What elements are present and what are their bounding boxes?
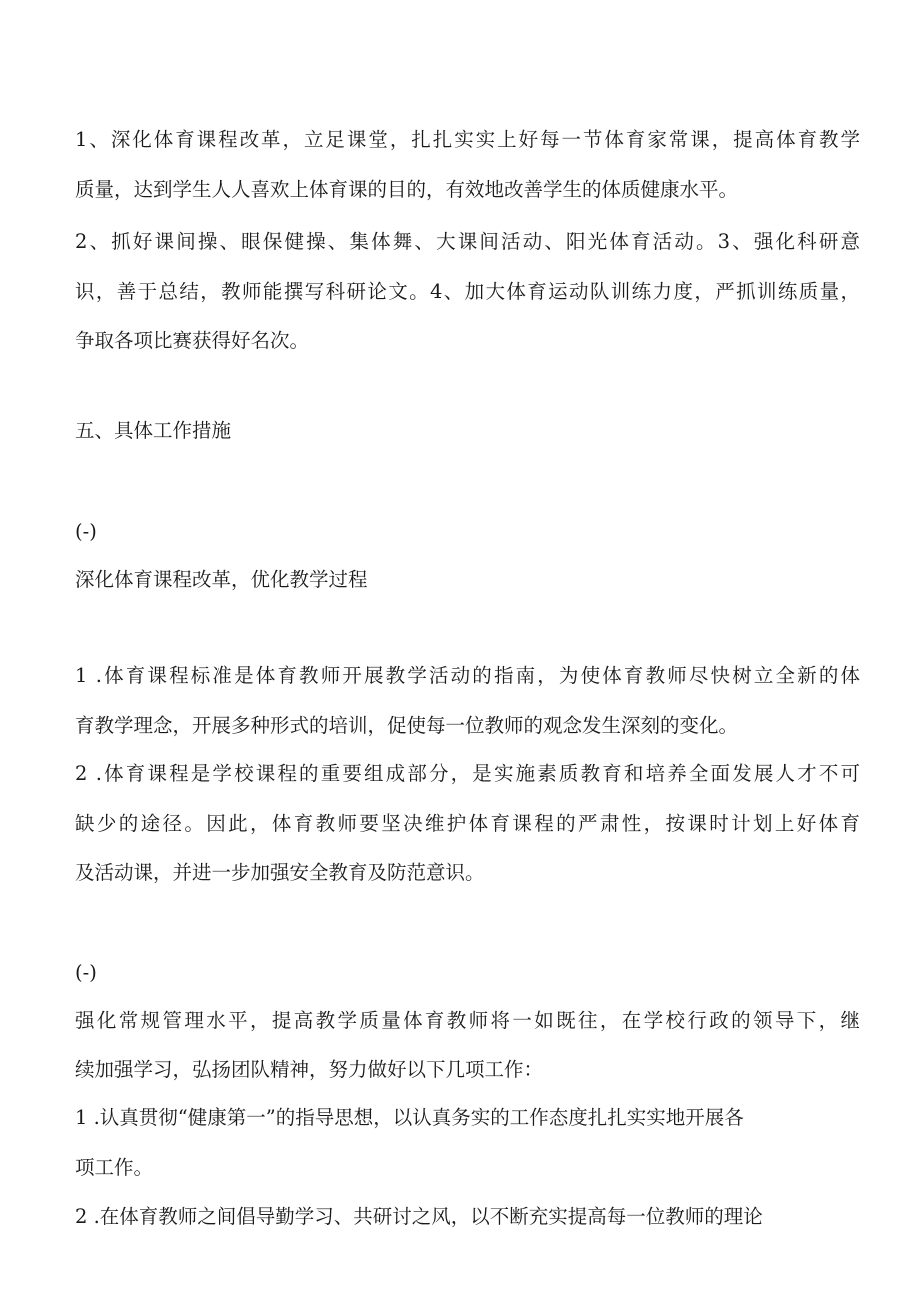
goal-item-2-line-2: 识，善于总结，教师能撰写科研论文。4、加大体育运动队训练力度，严抓训练质量， [75,280,860,303]
part-one-item-1-line-1: 1 .体育课程标准是体育教师开展教学活动的指南，为使体育教师尽快树立全新的体 [75,664,860,687]
goal-item-1-line-2: 质量，达到学生人人喜欢上体育课的目的，有效地改善学生的体质健康水平。 [75,178,739,201]
part-two-intro-line-2: 续加强学习，弘扬团队精神，努力做好以下几项工作： [75,1058,544,1081]
part-one-item-2-line-3: 及活动课，并进一步加强安全教育及防范意识。 [75,861,485,884]
part-two-item-1-line-1: 1 .认真贯彻“健康第一”的指导思想，以认真务实的工作态度扎扎实实地开展各 [75,1106,744,1129]
goal-item-2-line-3: 争取各项比赛获得好名次。 [75,329,310,352]
part-two-item-1-line-2: 项工作。 [75,1156,154,1179]
section-five-heading: 五、具体工作措施 [75,419,232,442]
part-one-title: 深化体育课程改革，优化教学过程 [75,568,368,591]
part-one-marker: (-) [75,520,97,543]
part-two-intro-line-1: 强化常规管理水平，提高教学质量体育教师将一如既往，在学校行政的领导下，继 [75,1009,860,1032]
part-one-item-1-line-2: 育教学理念，开展多种形式的培训，促使每一位教师的观念发生深刻的变化。 [75,714,739,737]
part-one-item-2-line-2: 缺少的途径。因此，体育教师要坚决维护体育课程的严肃性，按课时计划上好体育 [75,812,860,835]
goal-item-2-line-1: 2、抓好课间操、眼保健操、集体舞、大课间活动、阳光体育活动。3、强化科研意 [75,230,860,253]
part-two-item-2-line-1: 2 .在体育教师之间倡导勤学习、共研讨之风，以不断充实提高每一位教师的理论 [75,1205,763,1228]
goal-item-1-line-1: 1、深化体育课程改革，立足课堂，扎扎实实上好每一节体育家常课，提高体育教学 [75,128,860,151]
part-two-marker: (-) [75,961,97,984]
part-one-item-2-line-1: 2 .体育课程是学校课程的重要组成部分，是实施素质教育和培养全面发展人才不可 [75,762,860,785]
